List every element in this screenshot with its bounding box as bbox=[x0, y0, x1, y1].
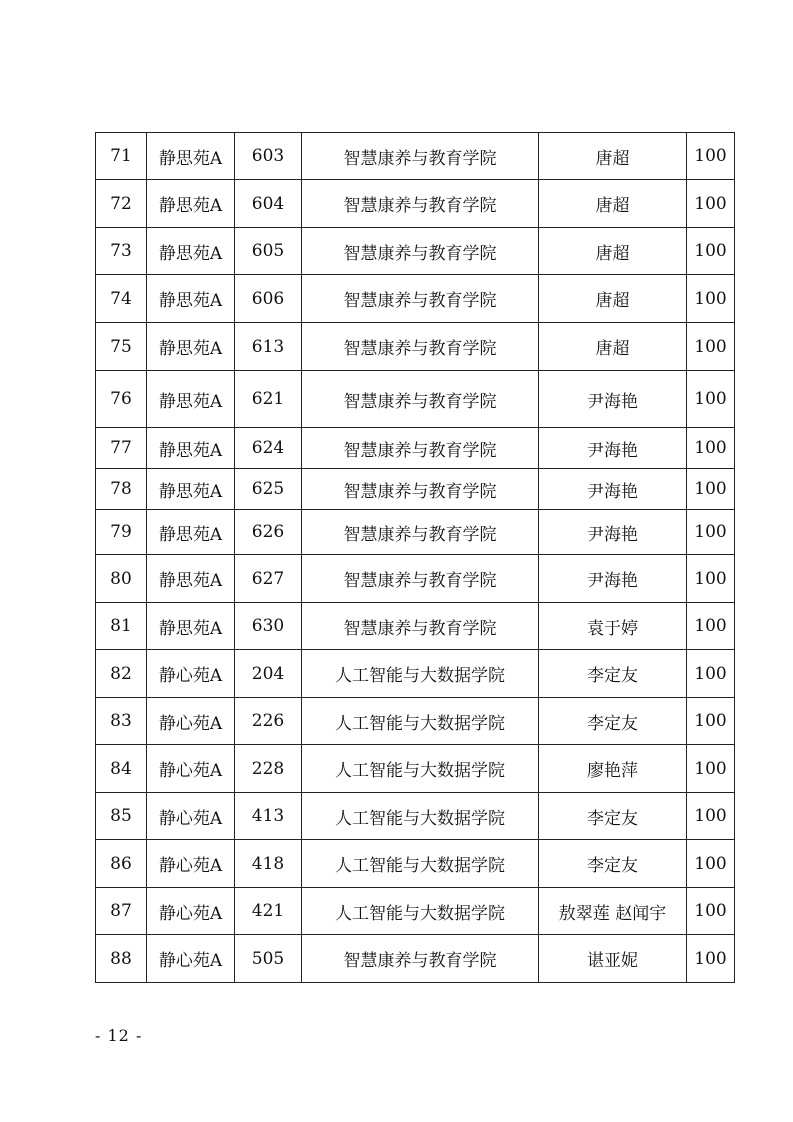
room-number-cell: 630 bbox=[235, 603, 302, 650]
score-cell: 100 bbox=[687, 371, 735, 428]
row-number-cell: 87 bbox=[96, 888, 147, 935]
building-cell: 静心苑A bbox=[147, 698, 235, 745]
table-row bbox=[96, 180, 735, 228]
table-row bbox=[96, 793, 735, 840]
college-cell: 智慧康养与教育学院 bbox=[302, 371, 539, 428]
manager-cell: 廖艳萍 bbox=[539, 745, 687, 793]
manager-cell: 谌亚妮 bbox=[539, 935, 687, 983]
college-cell: 智慧康养与教育学院 bbox=[302, 228, 539, 275]
building-cell: 静心苑A bbox=[147, 840, 235, 888]
college-cell: 智慧康养与教育学院 bbox=[302, 469, 539, 510]
manager-cell: 李定友 bbox=[539, 793, 687, 840]
room-number-cell: 421 bbox=[235, 888, 302, 935]
score-cell: 100 bbox=[687, 935, 735, 983]
table-row bbox=[96, 133, 735, 180]
room-number-cell: 204 bbox=[235, 650, 302, 698]
manager-cell: 尹海艳 bbox=[539, 371, 687, 428]
manager-cell: 尹海艳 bbox=[539, 428, 687, 469]
table-row bbox=[96, 428, 735, 469]
row-number-cell: 72 bbox=[96, 180, 147, 228]
building-cell: 静思苑A bbox=[147, 275, 235, 323]
table-row bbox=[96, 371, 735, 428]
room-number-cell: 627 bbox=[235, 555, 302, 603]
manager-cell: 尹海艳 bbox=[539, 510, 687, 555]
page-number: - 12 - bbox=[95, 1026, 143, 1045]
score-cell: 100 bbox=[687, 228, 735, 275]
score-cell: 100 bbox=[687, 793, 735, 840]
college-cell: 人工智能与大数据学院 bbox=[302, 840, 539, 888]
college-cell: 智慧康养与教育学院 bbox=[302, 323, 539, 371]
room-number-cell: 613 bbox=[235, 323, 302, 371]
building-cell: 静心苑A bbox=[147, 935, 235, 983]
row-number-cell: 80 bbox=[96, 555, 147, 603]
row-number-cell: 78 bbox=[96, 469, 147, 510]
building-cell: 静思苑A bbox=[147, 555, 235, 603]
room-number-cell: 625 bbox=[235, 469, 302, 510]
manager-cell: 袁于婷 bbox=[539, 603, 687, 650]
row-number-cell: 81 bbox=[96, 603, 147, 650]
college-cell: 智慧康养与教育学院 bbox=[302, 555, 539, 603]
row-number-cell: 83 bbox=[96, 698, 147, 745]
row-number-cell: 76 bbox=[96, 371, 147, 428]
score-cell: 100 bbox=[687, 469, 735, 510]
manager-cell: 李定友 bbox=[539, 698, 687, 745]
room-number-cell: 624 bbox=[235, 428, 302, 469]
college-cell: 智慧康养与教育学院 bbox=[302, 133, 539, 180]
score-cell: 100 bbox=[687, 650, 735, 698]
room-number-cell: 418 bbox=[235, 840, 302, 888]
row-number-cell: 75 bbox=[96, 323, 147, 371]
row-number-cell: 73 bbox=[96, 228, 147, 275]
college-cell: 智慧康养与教育学院 bbox=[302, 935, 539, 983]
room-number-cell: 413 bbox=[235, 793, 302, 840]
table-row bbox=[96, 745, 735, 793]
table-body bbox=[96, 133, 735, 983]
table-row bbox=[96, 840, 735, 888]
college-cell: 人工智能与大数据学院 bbox=[302, 745, 539, 793]
row-number-cell: 71 bbox=[96, 133, 147, 180]
table-row bbox=[96, 698, 735, 745]
table-row bbox=[96, 228, 735, 275]
score-cell: 100 bbox=[687, 555, 735, 603]
score-cell: 100 bbox=[687, 745, 735, 793]
room-number-cell: 605 bbox=[235, 228, 302, 275]
table-row bbox=[96, 323, 735, 371]
score-cell: 100 bbox=[687, 840, 735, 888]
building-cell: 静思苑A bbox=[147, 603, 235, 650]
college-cell: 人工智能与大数据学院 bbox=[302, 698, 539, 745]
score-cell: 100 bbox=[687, 603, 735, 650]
room-number-cell: 603 bbox=[235, 133, 302, 180]
building-cell: 静思苑A bbox=[147, 323, 235, 371]
college-cell: 智慧康养与教育学院 bbox=[302, 510, 539, 555]
score-cell: 100 bbox=[687, 510, 735, 555]
room-number-cell: 604 bbox=[235, 180, 302, 228]
score-cell: 100 bbox=[687, 180, 735, 228]
room-number-cell: 505 bbox=[235, 935, 302, 983]
table-row bbox=[96, 469, 735, 510]
building-cell: 静思苑A bbox=[147, 428, 235, 469]
manager-cell: 李定友 bbox=[539, 650, 687, 698]
table-row bbox=[96, 888, 735, 935]
room-number-cell: 626 bbox=[235, 510, 302, 555]
manager-cell: 李定友 bbox=[539, 840, 687, 888]
table-row bbox=[96, 650, 735, 698]
table-row bbox=[96, 603, 735, 650]
score-cell: 100 bbox=[687, 698, 735, 745]
manager-cell: 敖翠莲 赵闻宇 bbox=[539, 888, 687, 935]
college-cell: 智慧康养与教育学院 bbox=[302, 275, 539, 323]
table-row bbox=[96, 935, 735, 983]
building-cell: 静思苑A bbox=[147, 371, 235, 428]
college-cell: 智慧康养与教育学院 bbox=[302, 180, 539, 228]
building-cell: 静思苑A bbox=[147, 469, 235, 510]
college-cell: 人工智能与大数据学院 bbox=[302, 888, 539, 935]
building-cell: 静思苑A bbox=[147, 510, 235, 555]
building-cell: 静思苑A bbox=[147, 180, 235, 228]
row-number-cell: 79 bbox=[96, 510, 147, 555]
manager-cell: 尹海艳 bbox=[539, 555, 687, 603]
room-number-cell: 606 bbox=[235, 275, 302, 323]
score-cell: 100 bbox=[687, 133, 735, 180]
row-number-cell: 88 bbox=[96, 935, 147, 983]
row-number-cell: 82 bbox=[96, 650, 147, 698]
table-row bbox=[96, 510, 735, 555]
room-number-cell: 621 bbox=[235, 371, 302, 428]
college-cell: 智慧康养与教育学院 bbox=[302, 428, 539, 469]
college-cell: 人工智能与大数据学院 bbox=[302, 650, 539, 698]
building-cell: 静思苑A bbox=[147, 228, 235, 275]
college-cell: 智慧康养与教育学院 bbox=[302, 603, 539, 650]
table-row bbox=[96, 275, 735, 323]
row-number-cell: 85 bbox=[96, 793, 147, 840]
manager-cell: 唐超 bbox=[539, 275, 687, 323]
score-cell: 100 bbox=[687, 888, 735, 935]
building-cell: 静心苑A bbox=[147, 888, 235, 935]
dormitory-score-table bbox=[95, 132, 735, 983]
room-number-cell: 228 bbox=[235, 745, 302, 793]
manager-cell: 唐超 bbox=[539, 323, 687, 371]
manager-cell: 尹海艳 bbox=[539, 469, 687, 510]
score-cell: 100 bbox=[687, 323, 735, 371]
building-cell: 静思苑A bbox=[147, 133, 235, 180]
manager-cell: 唐超 bbox=[539, 228, 687, 275]
row-number-cell: 84 bbox=[96, 745, 147, 793]
row-number-cell: 86 bbox=[96, 840, 147, 888]
manager-cell: 唐超 bbox=[539, 180, 687, 228]
room-number-cell: 226 bbox=[235, 698, 302, 745]
table-row bbox=[96, 555, 735, 603]
row-number-cell: 77 bbox=[96, 428, 147, 469]
building-cell: 静心苑A bbox=[147, 793, 235, 840]
building-cell: 静心苑A bbox=[147, 650, 235, 698]
manager-cell: 唐超 bbox=[539, 133, 687, 180]
building-cell: 静心苑A bbox=[147, 745, 235, 793]
row-number-cell: 74 bbox=[96, 275, 147, 323]
college-cell: 人工智能与大数据学院 bbox=[302, 793, 539, 840]
score-cell: 100 bbox=[687, 428, 735, 469]
score-cell: 100 bbox=[687, 275, 735, 323]
